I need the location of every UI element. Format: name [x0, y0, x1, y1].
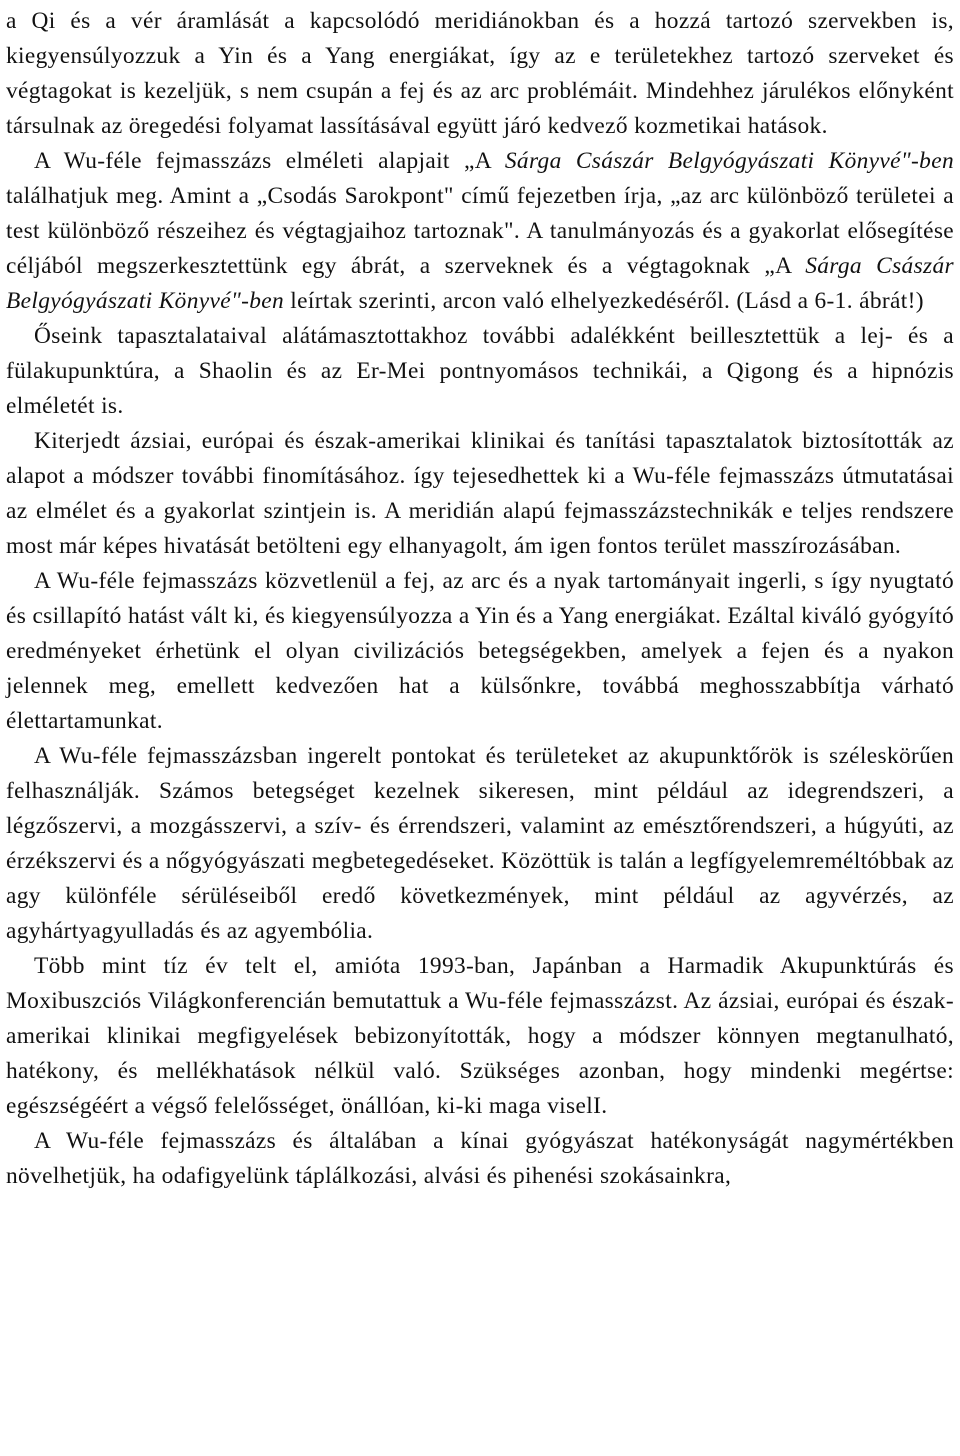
text-run: a Qi és a vér áramlását a kapcsolódó meridiánokban és a hozzá tartozó szervekben is, kiegyensúlyozzuk a Yin és a Yang energiákat, így az e területekhez tartozó szerveket és végtagokat is kezeljük, s nem csupán a fej és az arc problémáit. Mindehhez járulékos előnyként társulnak az öregedési folyamat lassításával együtt járó kedvező kozmetikai hatások. — [6, 8, 954, 139]
text-run: Őseink tapasztalataival alátámasztottakhoz további adalékként beillesztettük a lej- és a fülakupunktúra, a Shaolin és az Er-Mei pontnyomásos technikái, a Qigong és a hipnózis elméletét is. — [6, 323, 954, 419]
italic-text: Sárga Császár Belgyógyászati Könyvé"-ben — [6, 253, 954, 314]
paragraph — [6, 4, 954, 144]
text-run: Kiterjedt ázsiai, európai és észak-amerikai klinikai és tanítási tapasztalatok biztosították az alapot a módszer további finomításához. így tejesedhettek ki a Wu-féle fejmasszázs útmutatásai az elmélet és a gyakorlat szintjein is. A meridián alapú fejmasszázstechnikák e teljes rendszere most már képes hivatását betölteni egy elhanyagolt, ám igen fontos terület masszírozásában. — [6, 428, 954, 559]
paragraph — [6, 564, 954, 739]
text-run: A Wu-féle fejmasszázsban ingerelt pontokat és területeket az akupunktőrök is széleskörűen felhasználják. Számos betegséget kezelnek sikeresen, mint például az idegrendszeri, a légzőszervi, a mozgásszervi, a szív- és érrendszeri, valamint az emésztőrendszeri, a húgyúti, az érzékszervi és a nőgyógyászati megbetegedéseket. Közöttük is talán a legfígyelemreméltóbbak az agy különféle sérüléseiből eredő következmények, mint például az agyvérzés, az agyhártyagyulladás és az agyembólia. — [6, 743, 955, 944]
text-run: A Wu-féle fejmasszázs elméleti alapjait „A — [34, 148, 505, 174]
paragraph — [6, 319, 954, 424]
text-run: A Wu-féle fejmasszázs közvetlenül a fej, az arc és a nyak tartományait ingerli, s így nyugtató és csillapító hatást vált ki, és kiegyensúlyozza a Yin és a Yang energiákat. Ezáltal kiváló gyógyító eredményeket érhetünk el olyan civilizációs betegségekben, amelyek a fejen és a nyakon jelennek meg, emellett kedvezően hat a külsőnkre, továbbá meghosszabbítja várható élettartamunkat. — [6, 568, 954, 734]
text-run: Több mint tíz év telt el, amióta 1993-ban, Japánban a Harmadik Akupunktúrás és Moxibuszciós Világkonferencián bemutattuk a Wu-féle fejmasszázst. Az ázsiai, európai és észak-amerikai klinikai megfigyelések bebizonyították, hogy a módszer könnyen megtanulható, hatékony, és mellékhatások nélkül való. Szükséges azonban, hogy mindenki megértse: egészségéért a végső felelősséget, önállóan, ki-ki maga viselI. — [6, 953, 954, 1119]
text-run: A Wu-féle fejmasszázs és általában a kínai gyógyászat hatékonyságát nagymértékben növelhetjük, ha odafigyelünk táplálkozási, alvási és pihenési szokásainkra, — [6, 1128, 954, 1189]
paragraph — [6, 949, 954, 1124]
text-run: találhatjuk meg. Amint a „Csodás Sarokpont" című fejezetben írja, „az arc különböző területei a test különböző részeihez és végtagjaihoz tartoznak". A tanulmányozás és a gyakorlat elősegítése céljából megszerkesztettünk egy ábrát, a szerveknek és a végtagoknak „A — [6, 183, 954, 279]
paragraph — [6, 739, 954, 949]
paragraph — [6, 1124, 954, 1194]
text-run: leírtak szerinti, arcon való elhelyezkedéséről. (Lásd a 6-1. ábrát!) — [284, 288, 924, 314]
paragraph — [6, 424, 954, 564]
paragraph — [6, 144, 954, 319]
italic-text: Sárga Császár Belgyógyászati Könyvé"-ben — [504, 148, 954, 174]
